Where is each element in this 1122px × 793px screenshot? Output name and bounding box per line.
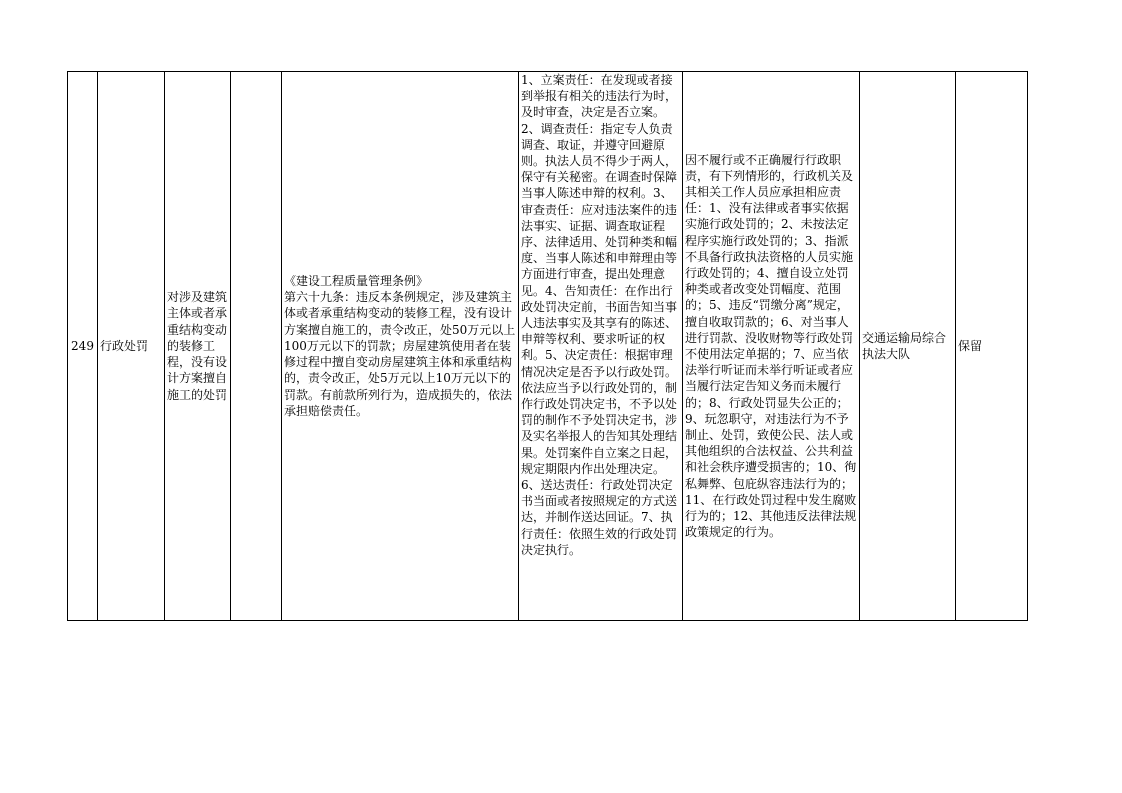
legal-basis-title: 《建设工程质量管理条例》: [284, 274, 429, 289]
responsibilities-cell: [519, 72, 683, 621]
legal-basis-text: 第六十九条：违反本条例规定，涉及建筑主体或者承重结构变动的装修工程，没有设计方案擅自施工的，责令改正，处50万元以上100万元以下的罚款；房屋建筑使用者在装修过程中擅自变动房屋建筑主体和承重结构的，责令改正，处5万元以上10万元以下的罚款。有前款所列行为，造成损失的，依法承担赔偿责任。: [284, 290, 516, 418]
responsibilities-part2: 6、送达责任：行政处罚决定书当面或者按照规定的方式送达，并制作送达回证。7、执行责任：依照生效的行政处罚决定执行。: [521, 478, 678, 557]
power-list-table: [67, 71, 1028, 621]
power-type-cell: 行政处罚: [98, 72, 165, 621]
legal-basis-cell: [282, 72, 519, 621]
responsibilities-part1: 1、立案责任：在发现或者接到举报有相关的违法行为时，及时审查，决定是否立案。2、调查责任：指定专人负责调查、取证，并遵守回避原则。执法人员不得少于两人，保守有关秘密。在调查时保障当事人陈述申辩的权利。3、审查责任：应对违法案件的违法事实、证据、调查取证程序、法律适用、处罚种类和幅度、当事人陈述和申辩理由等方面进行审查，提出处理意见。4、告知责任：在作出行政处罚决定前，书面告知当事人违法事实及其享有的陈述、申辩等权利、要求听证的权利。5、决定责任：根据审理情况决定是否予以行政处罚。依法应当予以行政处罚的，制作行政处罚决定书，不予以处罚的制作不予处罚决定书，涉及实名举报人的告知其处理结果。处罚案件自立案之日起，规定期限内作出处理决定。: [521, 73, 678, 476]
table-row: [68, 72, 1028, 621]
department-cell: 交通运输局综合执法大队: [860, 72, 956, 621]
accountability-cell: 因不履行或不正确履行行政职责，有下列情形的，行政机关及其相关工作人员应承担相应责任：1、没有法律或者事实依据实施行政处罚的；2、未按法定程序实施行政处罚的；3、指派不具备行政执法资格的人员实施行政处罚的；4、擅自设立处罚种类或者改变处罚幅度、范围的；5、违反“罚缴分离”规定，擅自收取罚款的；6、对当事人进行罚款、没收财物等行政处罚不使用法定单据的；7、应当依法举行听证而未举行听证或者应当履行法定告知义务而未履行的；8、行政处罚显失公正的；9、玩忽职守，对违法行为不予制止、处罚，致使公民、法人或其他组织的合法权益、公共利益和社会秩序遭受损害的；10、徇私舞弊、包庇纵容违法行为的；11、在行政处罚过程中发生腐败行为的；12、其他违反法律法规政策规定的行为。: [683, 72, 860, 621]
responsibilities-clip: [521, 72, 680, 620]
row-number: 249: [68, 72, 98, 621]
sub-item-cell: [231, 72, 282, 621]
item-name-cell: 对涉及建筑主体或者承重结构变动的装修工程，没有设计方案擅自施工的处罚: [165, 72, 231, 621]
remark-cell: 保留: [956, 72, 1028, 621]
